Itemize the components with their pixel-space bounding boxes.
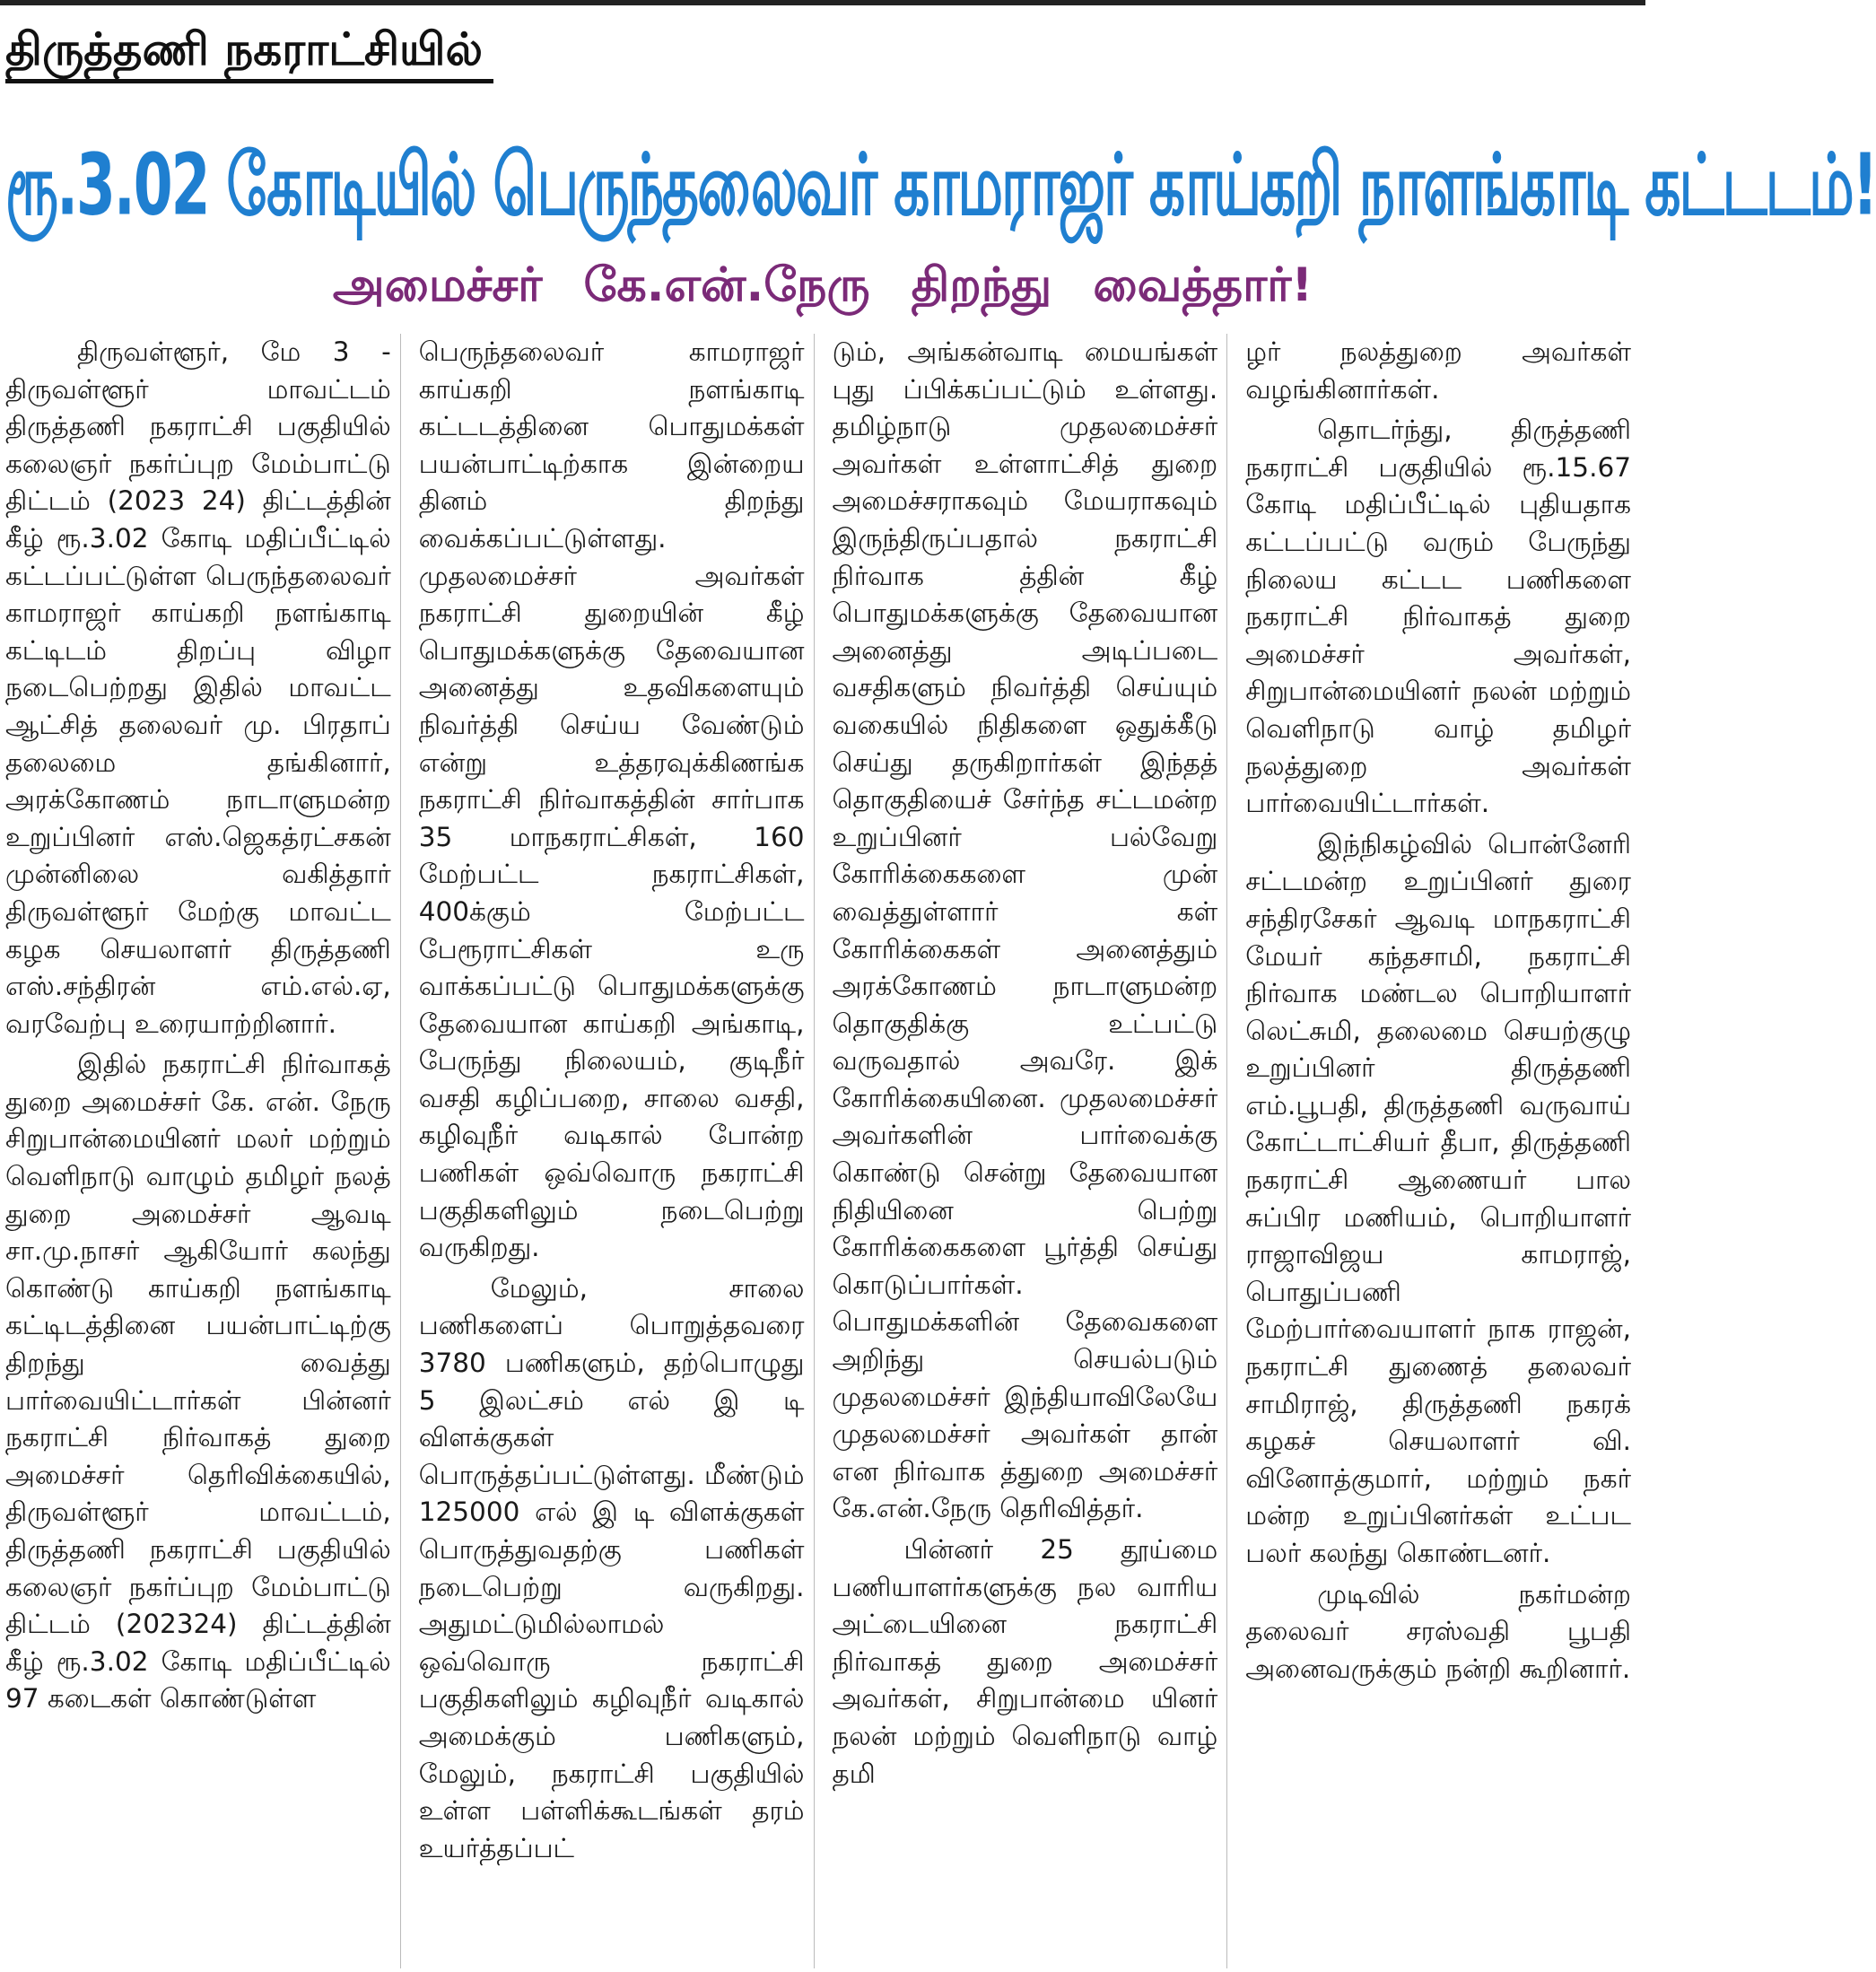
paragraph: மேலும், சாலை பணிகளைப் பொறுத்தவரை 3780 பணிகளும், தற்பொழுது 5 இலட்சம் எல் இ டி விளக்குகள் பொருத்தப்பட்டுள்ளது. மீண்டும் 125000 எல் இ டி விளக்குகள் பொருத்துவதற்கு பணிகள் நடைபெற்று வருகிறது. அதுமட்டுமில்லாமல் ஒவ்வொரு நகராட்சி பகுதிகளிலும் கழிவுநீர் வடிகால் அமைக்கும் பணிகளும், மேலும், நகராட்சி பகுதியில் உள்ள பள்ளிக்கூடங்கள் தரம் உயர்த்தப்பட் bbox=[418, 1272, 805, 1863]
column-3 bbox=[833, 334, 1228, 1968]
paragraph: திருவள்ளூர், மே 3 - திருவள்ளூர் மாவட்டம் திருத்தணி நகராட்சி பகுதியில் கலைஞர் நகர்ப்புற மேம்பாட்டு திட்டம் (2023 24) திட்டத்தின் கீழ் ரூ.3.02 கோடி மதிப்பீட்டில் கட்டப்பட்டுள்ள பெருந்தலைவர் காமராஜர் காய்கறி நளங்காடி கட்டிடம் திறப்பு விழா நடைபெற்றது இதில் மாவட்ட ஆட்சித் தலைவர் மு. பிரதாப் தலைமை தங்கினார், அரக்கோணம் நாடாளுமன்ற உறுப்பினர் எஸ்.ஜெகத்ரட்சகன் முன்னிலை வகித்தார் திருவள்ளூர் மேற்கு மாவட்ட கழக செயலாளர் திருத்தணி எஸ்.சந்திரன் எம்.எல்.ஏ, வரவேற்பு உரையாற்றினார். bbox=[5, 336, 391, 1039]
subheadline: அமைச்சர் கே.என்.நேரு திறந்து வைத்தார்! bbox=[332, 258, 1313, 312]
paragraph: தொடர்ந்து, திருத்தணி நகராட்சி பகுதியில் ரூ.15.67 கோடி மதிப்பீட்டில் புதியதாக கட்டப்பட்டு வரும் பேருந்து நிலைய கட்டட பணிகளை நகராட்சி நிர்வாகத் துறை அமைச்சர் அவர்கள், சிறுபான்மையினர் நலன் மற்றும் வெளிநாடு வாழ் தமிழர் நலத்துறை அவர்கள் பார்வையிட்டார்கள். bbox=[1245, 414, 1631, 819]
paragraph: டும், அங்கன்வாடி மையங்கள் புது ப்பிக்கப்பட்டும் உள்ளது. தமிழ்நாடு முதலமைச்சர் அவர்கள் உள்ளாட்சித் துறை அமைச்சராகவும் மேயராகவும் இருந்திருப்பதால் நகராட்சி நிர்வாக த்தின் கீழ் பொதுமக்களுக்கு தேவையான அனைத்து அடிப்படை வசதிகளும் நிவர்த்தி செய்யும் வகையில் நிதிகளை ஒதுக்கீடு செய்து தருகிறார்கள் இந்தத் தொகுதியைச் சேர்ந்த சட்டமன்ற உறுப்பினர் பல்வேறு கோரிக்கைகளை முன் வைத்துள்ளார் கள் கோரிக்கைகள் அனைத்தும் அரக்கோணம் நாடாளுமன்ற தொகுதிக்கு உட்பட்டு வருவதால் அவரே. இக் கோரிக்கையினை. முதலமைச்சர் அவர்களின் பார்வைக்கு கொண்டு சென்று தேவையான நிதியினை பெற்று கோரிக்கைகளை பூர்த்தி செய்து கொடுப்பார்கள். பொதுமக்களின் தேவைகளை அறிந்து செயல்படும் முதலமைச்சர் இந்தியாவிலேயே முதலமைச்சர் அவர்கள் தான் என நிர்வாக த்துறை அமைச்சர் கே.என்.நேரு தெரிவித்தர். bbox=[832, 336, 1218, 1524]
paragraph: முடிவில் நகர்மன்ற தலைவர் சரஸ்வதி பூபதி அனைவருக்கும் நன்றி கூறினார். bbox=[1245, 1578, 1631, 1684]
headline: ரூ.3.02 கோடியில் பெருந்தலைவர் காமராஜர் காய்கறி நாளங்காடி கட்டடம்! bbox=[5, 135, 1876, 234]
article-body bbox=[5, 334, 1640, 1968]
paragraph: இதில் நகராட்சி நிர்வாகத் துறை அமைச்சர் கே. என். நேரு சிறுபான்மையினர் மலர் மற்றும் வெளிநாடு வாழும் தமிழர் நலத் துறை அமைச்சர் ஆவடி சா.மு.நாசர் ஆகியோர் கலந்து கொண்டு காய்கறி நளங்காடி கட்டிடத்தினை பயன்பாட்டிற்கு திறந்து வைத்து பார்வையிட்டார்கள் பின்னர் நகராட்சி நிர்வாகத் துறை அமைச்சர் தெரிவிக்கையில், திருவள்ளூர் மாவட்டம், திருத்தணி நகராட்சி பகுதியில் கலைஞர் நகர்ப்புற மேம்பாட்டு திட்டம் (202324) திட்டத்தின் கீழ் ரூ.3.02 கோடி மதிப்பீட்டில் 97 கடைகள் கொண்டுள்ள bbox=[5, 1049, 391, 1715]
top-rule bbox=[0, 0, 1645, 5]
paragraph: இந்நிகழ்வில் பொன்னேரி சட்டமன்ற உறுப்பினர் துரை சந்திரசேகர் ஆவடி மாநகராட்சி மேயர் கந்தசாமி, நகராட்சி நிர்வாக மண்டல பொறியாளர் லெட்சுமி, தலைமை செயற்குழு உறுப்பினர் திருத்தணி எம்.பூபதி, திருத்தணி வருவாய் கோட்டாட்சியர் தீபா, திருத்தணி நகராட்சி ஆணையர் பால சுப்பிர மணியம், பொறியாளர் ராஜாவிஜய காமராஜ், பொதுப்பணி மேற்பார்வையாளர் நாக ராஜன், நகராட்சி துணைத் தலைவர் சாமிராஜ், திருத்தணி நகரக் கழகச் செயலாளர் வி. வினோத்குமார், மற்றும் நகர் மன்ற உறுப்பினர்கள் உட்பட பலர் கலந்து கொண்டனர். bbox=[1245, 828, 1631, 1568]
column-4 bbox=[1245, 334, 1640, 1968]
kicker-heading: திருத்தணி நகராட்சியில் bbox=[5, 20, 493, 83]
paragraph: பின்னர் 25 தூய்மை பணியாளர்களுக்கு நல வாரிய அட்டையினை நகராட்சி நிர்வாகத் துறை அமைச்சர் அவர்கள், சிறுபான்மை யினர் நலன் மற்றும் வெளிநாடு வாழ் தமி bbox=[832, 1534, 1218, 1789]
paragraph: ழர் நலத்துறை அவர்கள் வழங்கினார்கள். bbox=[1245, 336, 1631, 405]
column-2 bbox=[419, 334, 815, 1968]
column-1 bbox=[5, 334, 401, 1968]
paragraph: பெருந்தலைவர் காமராஜர் காய்கறி நளங்காடி கட்டடத்தினை பொதுமக்கள் பயன்பாட்டிற்காக இன்றைய தினம் திறந்து வைக்கப்பட்டுள்ளது. முதலமைச்சர் அவர்கள் நகராட்சி துறையின் கீழ் பொதுமக்களுக்கு தேவையான அனைத்து உதவிகளையும் நிவர்த்தி செய்ய வேண்டும் என்று உத்தரவுக்கிணங்க நகராட்சி நிர்வாகத்தின் சார்பாக 35 மாநகராட்சிகள், 160 மேற்பட்ட நகராட்சிகள், 400க்கும் மேற்பட்ட பேரூராட்சிகள் உரு வாக்கப்பட்டு பொதுமக்களுக்கு தேவையான காய்கறி அங்காடி, பேருந்து நிலையம், குடிநீர் வசதி கழிப்பறை, சாலை வசதி, கழிவுநீர் வடிகால் போன்ற பணிகள் ஒவ்வொரு நகராட்சி பகுதிகளிலும் நடைபெற்று வருகிறது. bbox=[418, 336, 805, 1263]
